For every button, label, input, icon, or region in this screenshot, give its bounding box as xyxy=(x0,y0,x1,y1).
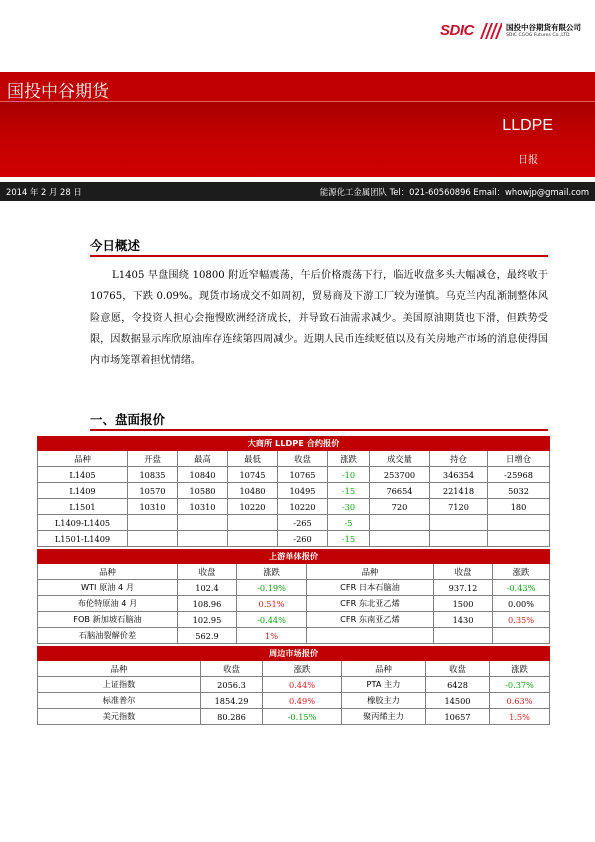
column-header: 最低 xyxy=(228,451,278,467)
table-cell xyxy=(128,515,178,531)
dce-lldpe-table xyxy=(37,436,550,547)
table-cell xyxy=(178,515,228,531)
column-header: 涨跌 xyxy=(237,564,307,580)
table-cell: 346354 xyxy=(430,467,488,483)
table-cell: 253700 xyxy=(370,467,430,483)
logo-company-en: SDIC CGOG Futures Co.,LTD xyxy=(506,33,570,38)
table-cell: 10765 xyxy=(278,467,328,483)
column-header: 收盘 xyxy=(278,451,328,467)
section-underline xyxy=(90,429,548,431)
table-cell: 上证指数 xyxy=(38,677,201,693)
table-title: 上游单体报价 xyxy=(38,550,550,564)
table-cell: -0.19% xyxy=(237,580,307,596)
table-row xyxy=(38,612,550,628)
table-cell: 10480 xyxy=(228,483,278,499)
table-cell: -0.37% xyxy=(490,677,550,693)
table-cell xyxy=(307,628,434,644)
table-cell: 937.12 xyxy=(434,580,493,596)
table-row xyxy=(38,580,550,596)
table-row xyxy=(38,693,550,709)
table-cell: 10840 xyxy=(178,467,228,483)
report-date: 2014 年 2 月 28 日 xyxy=(6,187,82,197)
logo-brand: SDIC xyxy=(440,22,474,39)
overview-paragraph: L1405 早盘围绕 10800 附近窄幅震荡，午后价格震荡下行，临近收盘多头大幅减仓，最终收于 10765，下跌 0.09%。现货市场成交不如周初，贸易商及下游工厂较为谨慎。乌克兰内乱渐制整体风险意愿，令投资人担心会拖慢欧洲经济成长，并导致石油需求减少。美国原油期货也下滑，但跌势受限，因数据显示库欣原油库存连续第四周减少。近期人民币连续贬值以及有关房地产市场的消息使得国内市场笼罩着担忧情绪。 xyxy=(90,270,548,367)
table-row xyxy=(38,709,550,725)
table-cell: 10570 xyxy=(128,483,178,499)
table-cell: 10220 xyxy=(228,499,278,515)
banner-brand: 国投中谷期货 xyxy=(7,82,109,102)
table-cell: -0.44% xyxy=(237,612,307,628)
table-cell: 562.9 xyxy=(178,628,237,644)
table-cell: 10580 xyxy=(178,483,228,499)
report-banner xyxy=(0,72,595,177)
table-cell xyxy=(228,515,278,531)
table-title-row xyxy=(38,550,550,564)
table-row xyxy=(38,677,550,693)
table-cell: 7120 xyxy=(430,499,488,515)
table-cell: 102.95 xyxy=(178,612,237,628)
table-cell: L1501 xyxy=(38,499,128,515)
table-cell: 1854.29 xyxy=(201,693,263,709)
table-title-row xyxy=(38,647,550,661)
column-header: 涨跌 xyxy=(493,564,550,580)
table-cell: 720 xyxy=(370,499,430,515)
banner-report-type: 日报 xyxy=(518,155,538,166)
table-cell: 聚丙烯主力 xyxy=(342,709,426,725)
table-cell: L1501-L1409 xyxy=(38,531,128,547)
company-logo xyxy=(440,22,590,44)
logo-company-cn: 国投中谷期货有限公司 xyxy=(506,23,581,32)
column-header: 开盘 xyxy=(128,451,178,467)
table-cell: PTA 主力 xyxy=(342,677,426,693)
table-cell xyxy=(488,531,550,547)
table-cell: L1409 xyxy=(38,483,128,499)
column-header: 品种 xyxy=(38,451,128,467)
table-row xyxy=(38,467,550,483)
table-header-row xyxy=(38,564,550,580)
column-header: 品种 xyxy=(38,564,178,580)
column-header: 品种 xyxy=(342,661,426,677)
table-cell: -15 xyxy=(328,531,370,547)
table-cell: -0.43% xyxy=(493,580,550,596)
table-cell: 10835 xyxy=(128,467,178,483)
table-cell: -0.15% xyxy=(263,709,342,725)
column-header: 涨跌 xyxy=(328,451,370,467)
table-cell: 布伦特原油 4 月 xyxy=(38,596,178,612)
table-cell: 10495 xyxy=(278,483,328,499)
table-cell: 1.5% xyxy=(490,709,550,725)
table-cell: -265 xyxy=(278,515,328,531)
table-cell: 102.4 xyxy=(178,580,237,596)
column-header: 品种 xyxy=(38,661,201,677)
column-header: 品种 xyxy=(307,564,434,580)
table-cell xyxy=(430,515,488,531)
table-cell: 10310 xyxy=(178,499,228,515)
table-cell: CFR 东北亚乙烯 xyxy=(307,596,434,612)
banner-product: LLDPE xyxy=(502,117,553,134)
table-cell: -30 xyxy=(328,499,370,515)
column-header: 收盘 xyxy=(201,661,263,677)
column-header: 涨跌 xyxy=(490,661,550,677)
section-title-quotes: 一、盘面报价 xyxy=(90,412,166,427)
info-bar xyxy=(0,182,595,201)
table-title: 大商所 LLDPE 合约报价 xyxy=(38,437,550,451)
table-cell: 0.49% xyxy=(263,693,342,709)
table-row xyxy=(38,596,550,612)
table-cell: 5032 xyxy=(488,483,550,499)
table-cell: 0.00% xyxy=(493,596,550,612)
table-row xyxy=(38,499,550,515)
peripheral-market-table xyxy=(37,646,550,725)
table-cell: -15 xyxy=(328,483,370,499)
table-cell: WTI 原油 4 月 xyxy=(38,580,178,596)
column-header: 收盘 xyxy=(426,661,490,677)
table-cell: CFR 日本石脑油 xyxy=(307,580,434,596)
table-cell: 0.35% xyxy=(493,612,550,628)
table-cell: 180 xyxy=(488,499,550,515)
table-cell: 标准普尔 xyxy=(38,693,201,709)
table-header-row xyxy=(38,451,550,467)
table-cell xyxy=(370,515,430,531)
table-cell: 80.286 xyxy=(201,709,263,725)
table-cell: -10 xyxy=(328,467,370,483)
column-header: 日增仓 xyxy=(488,451,550,467)
table-row xyxy=(38,515,550,531)
table-cell: 14500 xyxy=(426,693,490,709)
table-cell: 108.96 xyxy=(178,596,237,612)
table-cell: L1405 xyxy=(38,467,128,483)
column-header: 持仓 xyxy=(430,451,488,467)
table-cell: 221418 xyxy=(430,483,488,499)
table-cell: 橡胶主力 xyxy=(342,693,426,709)
table-cell: 美元指数 xyxy=(38,709,201,725)
column-header: 涨跌 xyxy=(263,661,342,677)
logo-stripes-icon xyxy=(478,23,502,39)
table-row xyxy=(38,628,550,644)
column-header: 收盘 xyxy=(178,564,237,580)
table-cell: L1409-L1405 xyxy=(38,515,128,531)
table-cell: 76654 xyxy=(370,483,430,499)
table-cell xyxy=(434,628,493,644)
table-cell: 10220 xyxy=(278,499,328,515)
contact-info: 能源化工金属团队 Tel：021-60560896 Email：whowjp@gmail.com xyxy=(319,187,589,197)
column-header: 成交量 xyxy=(370,451,430,467)
section-title-overview: 今日概述 xyxy=(90,238,141,253)
table-cell: 6428 xyxy=(426,677,490,693)
table-cell: CFR 东南亚乙烯 xyxy=(307,612,434,628)
table-cell: 2056.3 xyxy=(201,677,263,693)
table-cell: 0.63% xyxy=(490,693,550,709)
table-cell: 0.51% xyxy=(237,596,307,612)
table-cell: -5 xyxy=(328,515,370,531)
table-cell xyxy=(488,515,550,531)
table-cell: -260 xyxy=(278,531,328,547)
table-cell: 1% xyxy=(237,628,307,644)
table-cell: 10657 xyxy=(426,709,490,725)
table-cell xyxy=(178,531,228,547)
table-cell: 1430 xyxy=(434,612,493,628)
table-row xyxy=(38,483,550,499)
upstream-table xyxy=(37,549,550,644)
table-title-row xyxy=(38,437,550,451)
table-cell xyxy=(493,628,550,644)
table-cell: 10310 xyxy=(128,499,178,515)
table-cell: -25968 xyxy=(488,467,550,483)
table-header-row xyxy=(38,661,550,677)
table-cell xyxy=(430,531,488,547)
table-cell: 石脑油裂解价差 xyxy=(38,628,178,644)
table-title: 周边市场报价 xyxy=(38,647,550,661)
column-header: 收盘 xyxy=(434,564,493,580)
table-cell: FOB 新加坡石脑油 xyxy=(38,612,178,628)
table-cell: 0.44% xyxy=(263,677,342,693)
table-cell xyxy=(228,531,278,547)
banner-shade xyxy=(0,102,595,177)
column-header: 最高 xyxy=(178,451,228,467)
table-cell xyxy=(128,531,178,547)
table-row xyxy=(38,531,550,547)
table-cell: 10745 xyxy=(228,467,278,483)
table-cell: 1500 xyxy=(434,596,493,612)
table-cell xyxy=(370,531,430,547)
section-underline xyxy=(90,255,548,257)
